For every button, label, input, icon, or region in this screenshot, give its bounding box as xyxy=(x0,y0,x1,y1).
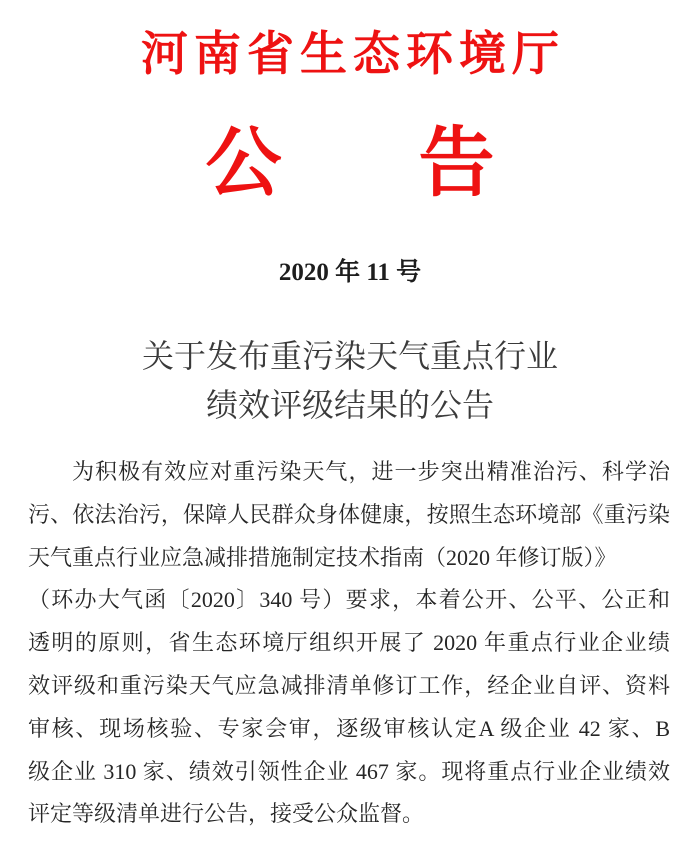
body-line-5: 透明的原则，省生态环境厅组织开展了 2020 年重点行业企业绩 xyxy=(28,630,670,656)
body-line-4: （环办大气函〔2020〕340 号）要求，本着公开、公平、公正和 xyxy=(28,587,670,613)
body-line-1: 为积极有效应对重污染天气，进一步突出精准治污、科学治 xyxy=(72,459,670,484)
body-paragraph xyxy=(28,451,670,836)
body-line-9: 评定等级清单进行公告，接受公众监督。 xyxy=(28,801,425,827)
doc-number: 2020 年 11 号 xyxy=(278,259,422,286)
body-line-2: 污、依法治污，保障人民群众身体健康，按照生态环境部《重污染 xyxy=(28,501,670,527)
document-title-line-1: 关于发布重污染天气重点行业 xyxy=(141,338,558,374)
body-line-8: 级企业 310 家、绩效引领性企业 467 家。现将重点行业企业绩效 xyxy=(28,758,670,784)
document-title-line-2: 绩效评级结果的公告 xyxy=(205,387,494,423)
body-line-7: 审核、现场核验、专家会审，逐级审核认定A 级企业 42 家、B xyxy=(28,715,670,741)
document-title xyxy=(0,332,700,430)
body-line-6: 效评级和重污染天气应急减排清单修订工作，经企业自评、资料 xyxy=(28,672,670,698)
body-line-3: 天气重点行业应急减排措施制定技术指南（2020 年修订版）》 xyxy=(28,544,617,570)
announcement-heading: 公告 xyxy=(205,121,632,206)
agency-title: 河南省生态环境厅 xyxy=(141,27,565,80)
